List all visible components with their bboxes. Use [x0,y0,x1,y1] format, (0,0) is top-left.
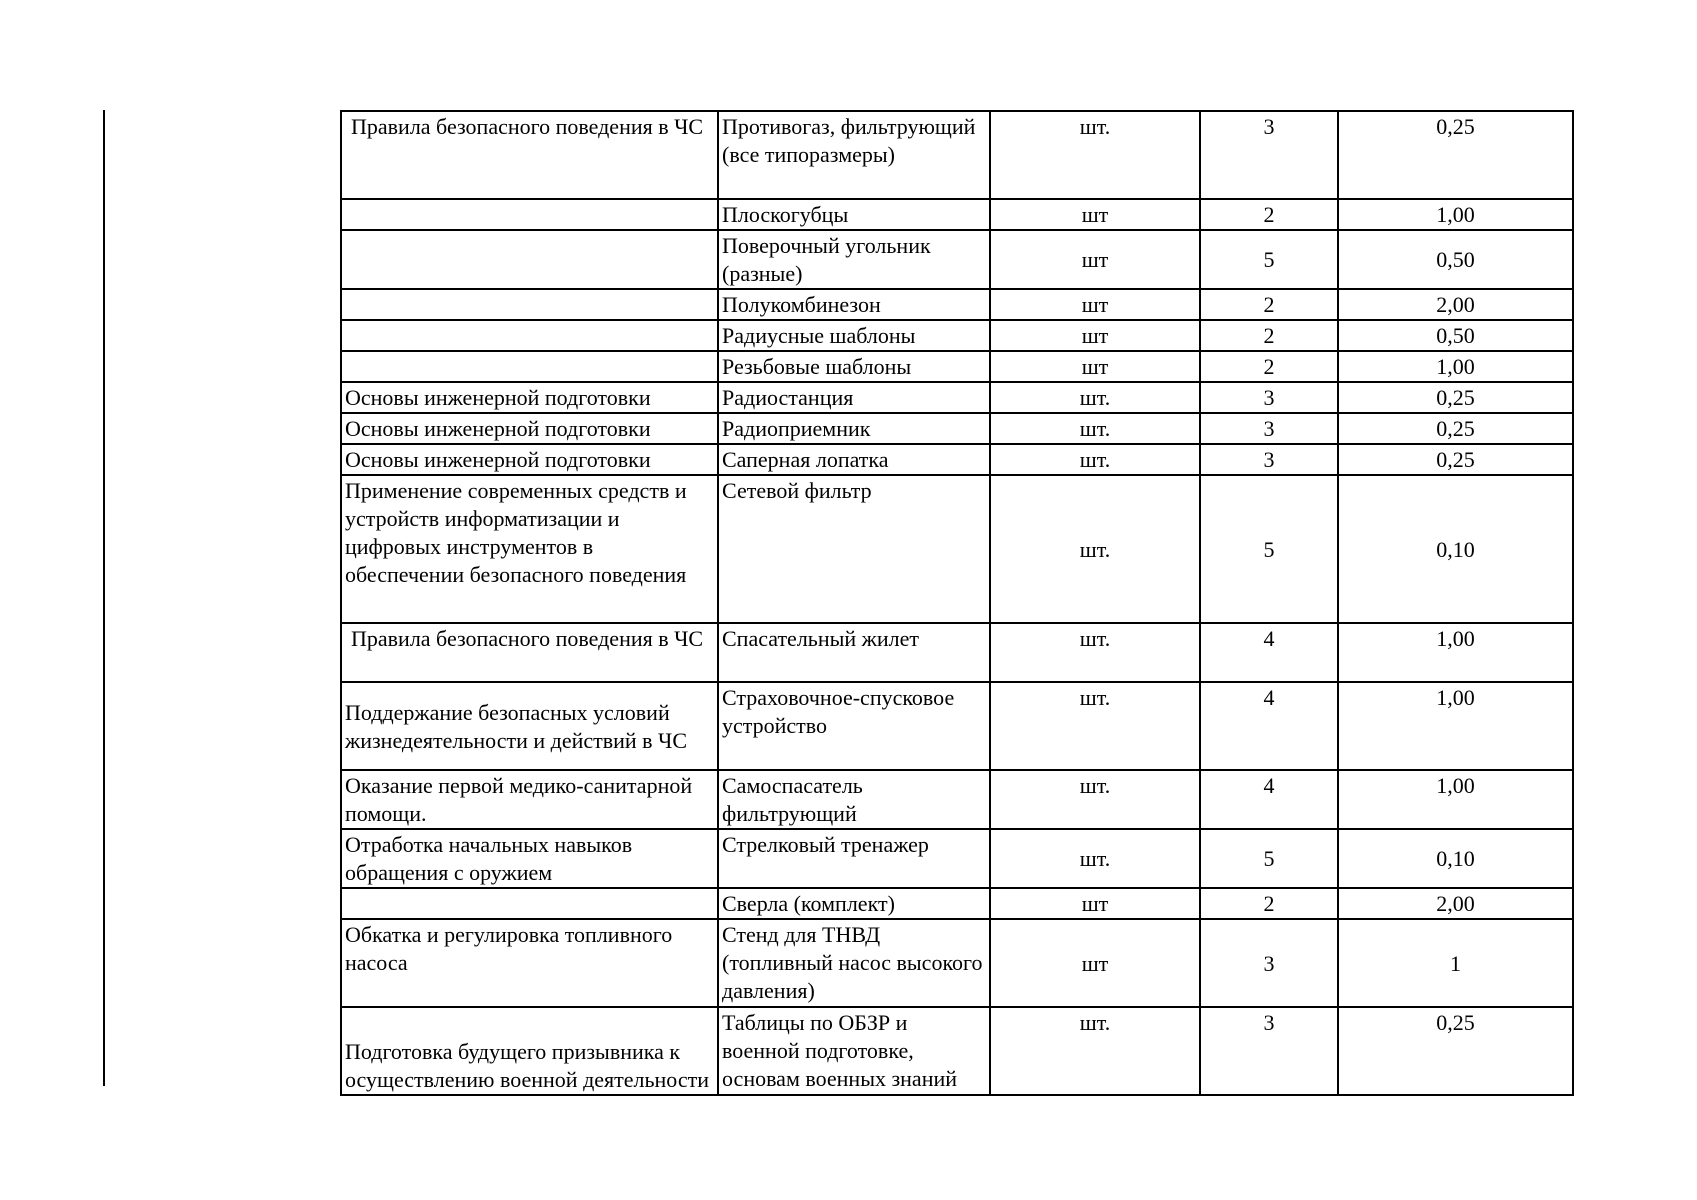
rate-cell: 0,50 [1338,230,1573,289]
rate-cell: 0,10 [1338,475,1573,623]
subject-cell [341,888,718,919]
rate-cell: 1 [1338,919,1573,1007]
table-row [341,475,1573,623]
subject-cell [341,320,718,351]
page-margin-line [103,110,105,1086]
unit-cell: шт. [990,623,1200,682]
table-row [341,770,1573,829]
table-row [341,444,1573,475]
quantity-cell: 2 [1200,351,1338,382]
item-cell: Спасательный жилет [718,623,990,682]
item-cell: Стрелковый тренажер [718,829,990,888]
rate-cell: 0,25 [1338,382,1573,413]
subject-cell [341,199,718,230]
rate-cell: 2,00 [1338,888,1573,919]
item-cell: Плоскогубцы [718,199,990,230]
unit-cell: шт. [990,413,1200,444]
table-row [341,320,1573,351]
subject-cell [341,289,718,320]
subject-cell [341,230,718,289]
rate-cell: 1,00 [1338,770,1573,829]
item-cell: Радиостанция [718,382,990,413]
unit-cell: шт. [990,1007,1200,1095]
item-cell: Резьбовые шаблоны [718,351,990,382]
table-row [341,919,1573,1007]
item-cell: Противогаз, фильтрующий (все типоразмеры) [718,111,990,199]
rate-cell: 0,10 [1338,829,1573,888]
subject-cell [341,351,718,382]
unit-cell: шт. [990,382,1200,413]
quantity-cell: 5 [1200,475,1338,623]
rate-cell: 0,25 [1338,1007,1573,1095]
subject-cell: Основы инженерной подготовки [341,413,718,444]
item-cell: Полукомбинезон [718,289,990,320]
rate-cell: 0,25 [1338,444,1573,475]
table-row [341,1007,1573,1095]
subject-cell: Применение современных средств и устройств информатизации и цифровых инструментов в обеспечении безопасного поведения [341,475,718,623]
item-cell: Радиоприемник [718,413,990,444]
rate-cell: 1,00 [1338,199,1573,230]
subject-cell: Правила безопасного поведения в ЧС [341,111,718,199]
subject-cell: Обкатка и регулировка топливного насоса [341,919,718,1007]
unit-cell: шт. [990,111,1200,199]
quantity-cell: 5 [1200,829,1338,888]
unit-cell: шт [990,320,1200,351]
item-cell: Сверла (комплект) [718,888,990,919]
unit-cell: шт. [990,475,1200,623]
rate-cell: 1,00 [1338,351,1573,382]
unit-cell: шт [990,888,1200,919]
unit-cell: шт [990,289,1200,320]
unit-cell: шт. [990,682,1200,770]
subject-cell: Основы инженерной подготовки [341,444,718,475]
subject-cell: Поддержание безопасных условий жизнедеятельности и действий в ЧС [341,682,718,770]
subject-cell: Подготовка будущего призывника к осуществлению военной деятельности [341,1007,718,1095]
table-row [341,111,1573,199]
rate-cell: 0,25 [1338,413,1573,444]
unit-cell: шт [990,230,1200,289]
rate-cell: 2,00 [1338,289,1573,320]
quantity-cell: 2 [1200,888,1338,919]
item-cell: Поверочный угольник (разные) [718,230,990,289]
quantity-cell: 3 [1200,919,1338,1007]
table-row [341,413,1573,444]
quantity-cell: 4 [1200,623,1338,682]
quantity-cell: 3 [1200,1007,1338,1095]
quantity-cell: 3 [1200,413,1338,444]
table-row [341,682,1573,770]
table-row [341,289,1573,320]
unit-cell: шт [990,919,1200,1007]
table-row [341,230,1573,289]
unit-cell: шт [990,351,1200,382]
rate-cell: 0,25 [1338,111,1573,199]
rate-cell: 1,00 [1338,623,1573,682]
rate-cell: 0,50 [1338,320,1573,351]
quantity-cell: 2 [1200,289,1338,320]
table-row [341,382,1573,413]
item-cell: Таблицы по ОБЗР и военной подготовке, основам военных знаний [718,1007,990,1095]
quantity-cell: 3 [1200,111,1338,199]
item-cell: Саперная лопатка [718,444,990,475]
item-cell: Страховочное-спусковое устройство [718,682,990,770]
unit-cell: шт. [990,770,1200,829]
quantity-cell: 4 [1200,770,1338,829]
table-row [341,829,1573,888]
table-row [341,888,1573,919]
unit-cell: шт [990,199,1200,230]
quantity-cell: 2 [1200,320,1338,351]
item-cell: Радиусные шаблоны [718,320,990,351]
unit-cell: шт. [990,444,1200,475]
quantity-cell: 3 [1200,382,1338,413]
subject-cell: Правила безопасного поведения в ЧС [341,623,718,682]
item-cell: Сетевой фильтр [718,475,990,623]
quantity-cell: 4 [1200,682,1338,770]
table-row [341,623,1573,682]
subject-cell: Отработка начальных навыков обращения с оружием [341,829,718,888]
quantity-cell: 5 [1200,230,1338,289]
item-cell: Самоспасатель фильтрующий [718,770,990,829]
rate-cell: 1,00 [1338,682,1573,770]
subject-cell: Основы инженерной подготовки [341,382,718,413]
unit-cell: шт. [990,829,1200,888]
quantity-cell: 2 [1200,199,1338,230]
subject-cell: Оказание первой медико-санитарной помощи. [341,770,718,829]
table-row [341,351,1573,382]
item-cell: Стенд для ТНВД (топливный насос высокого давления) [718,919,990,1007]
quantity-cell: 3 [1200,444,1338,475]
table-row [341,199,1573,230]
equipment-table [340,110,1574,1096]
